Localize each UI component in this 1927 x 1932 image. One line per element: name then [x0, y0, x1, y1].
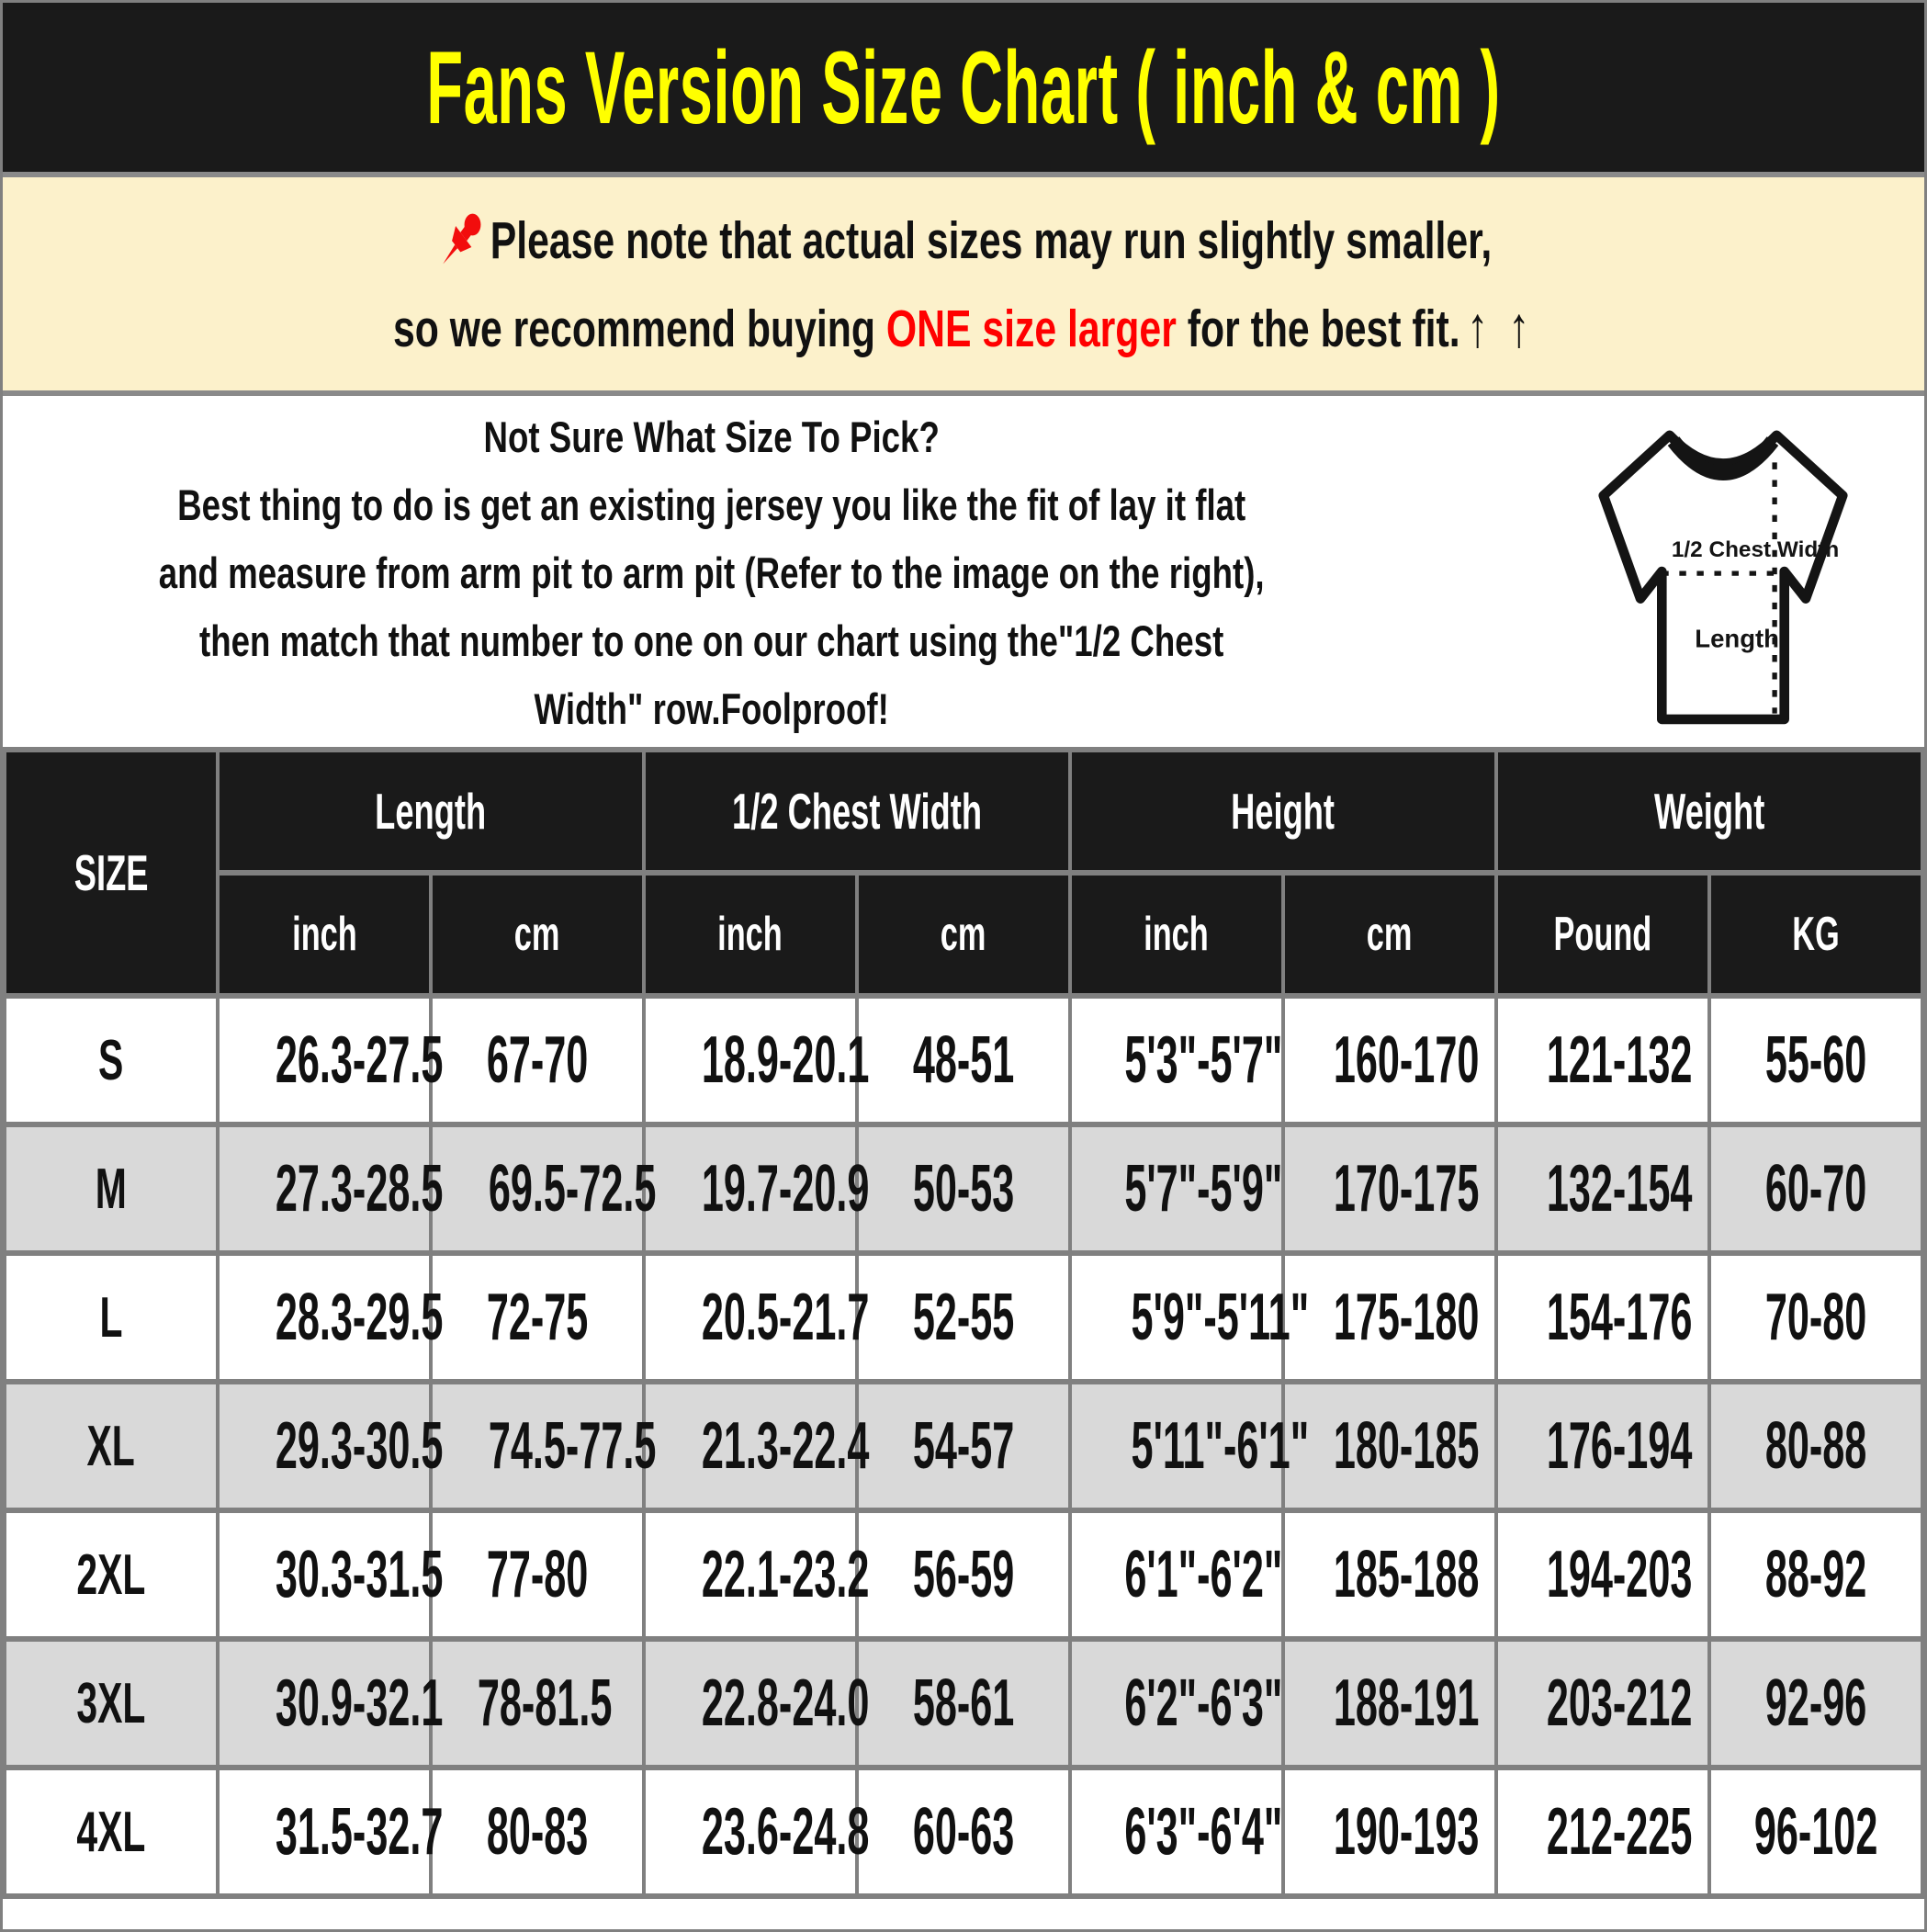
guide-line-5: Width" row.Foolproof!	[534, 684, 889, 733]
column-group-length: Length	[218, 750, 644, 873]
table-cell: 170-175	[1283, 1124, 1496, 1253]
length-label: Length	[1695, 624, 1780, 653]
table-row-3xl	[5, 1639, 1922, 1768]
table-cell: 88-92	[1709, 1510, 1922, 1639]
guide-line-4: then match that number to one on our chart using the"1/2 Chest	[199, 616, 1224, 665]
table-cell: 60-70	[1709, 1124, 1922, 1253]
table-cell: 69.5-72.5	[431, 1124, 644, 1253]
table-cell: 30.3-31.5	[218, 1510, 431, 1639]
subheader-weight-kg: KG	[1709, 873, 1922, 996]
table-cell: 80-88	[1709, 1382, 1922, 1510]
table-cell: 52-55	[857, 1253, 1070, 1382]
table-cell: 175-180	[1283, 1253, 1496, 1382]
table-cell: 160-170	[1283, 996, 1496, 1124]
column-group-chest-width: 1/2 Chest Width	[644, 750, 1070, 873]
tshirt-measurement-icon	[1552, 406, 1894, 737]
table-cell: 6'1"-6'2"	[1070, 1510, 1283, 1639]
notice-line-2	[243, 295, 1685, 360]
row-size-label: XL	[5, 1382, 218, 1510]
table-subheader-row	[5, 873, 1922, 996]
table-cell: 31.5-32.7	[218, 1768, 431, 1896]
subheader-length-inch: inch	[218, 873, 431, 996]
table-row-xl	[5, 1382, 1922, 1510]
title-bar	[3, 3, 1924, 177]
table-cell: 132-154	[1496, 1124, 1709, 1253]
table-cell: 121-132	[1496, 996, 1709, 1124]
subheader-chest-cm: cm	[857, 873, 1070, 996]
table-cell: 212-225	[1496, 1768, 1709, 1896]
size-table	[3, 747, 1924, 1899]
subheader-height-inch: inch	[1070, 873, 1283, 996]
table-row-m	[5, 1124, 1922, 1253]
table-cell: 77-80	[431, 1510, 644, 1639]
table-cell: 72-75	[431, 1253, 644, 1382]
table-cell: 28.3-29.5	[218, 1253, 431, 1382]
notice-banner	[3, 177, 1924, 396]
table-row-s	[5, 996, 1922, 1124]
pushpin-icon	[435, 205, 490, 277]
table-cell: 188-191	[1283, 1639, 1496, 1768]
table-cell: 96-102	[1709, 1768, 1922, 1896]
row-size-label: S	[5, 996, 218, 1124]
table-cell: 20.5-21.7	[644, 1253, 857, 1382]
column-header-size: SIZE	[5, 750, 218, 996]
notice-text-2-prefix: so we recommend buying	[392, 299, 886, 358]
subheader-height-cm: cm	[1283, 873, 1496, 996]
subheader-length-cm: cm	[431, 873, 644, 996]
notice-text-2-suffix: for the best fit.	[1176, 299, 1460, 358]
table-cell: 50-53	[857, 1124, 1070, 1253]
table-cell: 29.3-30.5	[218, 1382, 431, 1510]
subheader-weight-pound: Pound	[1496, 873, 1709, 996]
column-group-weight: Weight	[1496, 750, 1922, 873]
table-row-l	[5, 1253, 1922, 1382]
one-size-larger-highlight: ONE size larger	[885, 299, 1177, 358]
guide-line-3: and measure from arm pit to arm pit (Refer to the image on the right),	[158, 548, 1265, 597]
table-cell: 5'3"-5'7"	[1070, 996, 1283, 1124]
table-cell: 54-57	[857, 1382, 1070, 1510]
page-title: Fans Version Size Chart ( inch & cm )	[426, 29, 1501, 145]
guide-text	[3, 396, 1420, 747]
column-group-height: Height	[1070, 750, 1496, 873]
notice-text-1: Please note that actual sizes may run slightly smaller,	[490, 210, 1493, 270]
table-cell: 27.3-28.5	[218, 1124, 431, 1253]
table-cell: 22.8-24.0	[644, 1639, 857, 1768]
table-cell: 154-176	[1496, 1253, 1709, 1382]
table-cell: 6'3"-6'4"	[1070, 1768, 1283, 1896]
table-cell: 6'2"-6'3"	[1070, 1639, 1283, 1768]
table-cell: 203-212	[1496, 1639, 1709, 1768]
table-cell: 185-188	[1283, 1510, 1496, 1639]
table-cell: 18.9-20.1	[644, 996, 857, 1124]
table-cell: 70-80	[1709, 1253, 1922, 1382]
table-row-4xl	[5, 1768, 1922, 1896]
table-cell: 5'9"-5'11"	[1070, 1253, 1283, 1382]
subheader-chest-inch: inch	[644, 873, 857, 996]
table-cell: 74.5-77.5	[431, 1382, 644, 1510]
row-size-label: M	[5, 1124, 218, 1253]
table-cell: 67-70	[431, 996, 644, 1124]
table-cell: 55-60	[1709, 996, 1922, 1124]
table-cell: 23.6-24.8	[644, 1768, 857, 1896]
notice-line-1	[243, 205, 1685, 277]
guide-line-2: Best thing to do is get an existing jersey you like the fit of lay it flat	[177, 480, 1246, 529]
table-cell: 92-96	[1709, 1639, 1922, 1768]
shirt-diagram-column	[1420, 396, 1927, 747]
chest-width-label: 1/2 Chest Width	[1672, 537, 1840, 563]
guide-line-1: Not Sure What Size To Pick?	[483, 412, 940, 461]
table-cell: 21.3-22.4	[644, 1382, 857, 1510]
table-cell: 80-83	[431, 1768, 644, 1896]
table-cell: 60-63	[857, 1768, 1070, 1896]
table-cell: 58-61	[857, 1639, 1070, 1768]
table-cell: 30.9-32.1	[218, 1639, 431, 1768]
table-cell: 190-193	[1283, 1768, 1496, 1896]
table-cell: 180-185	[1283, 1382, 1496, 1510]
table-cell: 5'11"-6'1"	[1070, 1382, 1283, 1510]
table-cell: 176-194	[1496, 1382, 1709, 1510]
guide-section	[3, 396, 1924, 747]
table-cell: 5'7"-5'9"	[1070, 1124, 1283, 1253]
row-size-label: 3XL	[5, 1639, 218, 1768]
up-arrows: ↑ ↑	[1467, 295, 1535, 359]
table-cell: 26.3-27.5	[218, 996, 431, 1124]
table-cell: 56-59	[857, 1510, 1070, 1639]
row-size-label: L	[5, 1253, 218, 1382]
table-group-header-row	[5, 750, 1922, 873]
table-cell: 22.1-23.2	[644, 1510, 857, 1639]
table-cell: 194-203	[1496, 1510, 1709, 1639]
table-cell: 78-81.5	[431, 1639, 644, 1768]
row-size-label: 4XL	[5, 1768, 218, 1896]
table-cell: 19.7-20.9	[644, 1124, 857, 1253]
table-cell: 48-51	[857, 996, 1070, 1124]
table-row-2xl	[5, 1510, 1922, 1639]
row-size-label: 2XL	[5, 1510, 218, 1639]
